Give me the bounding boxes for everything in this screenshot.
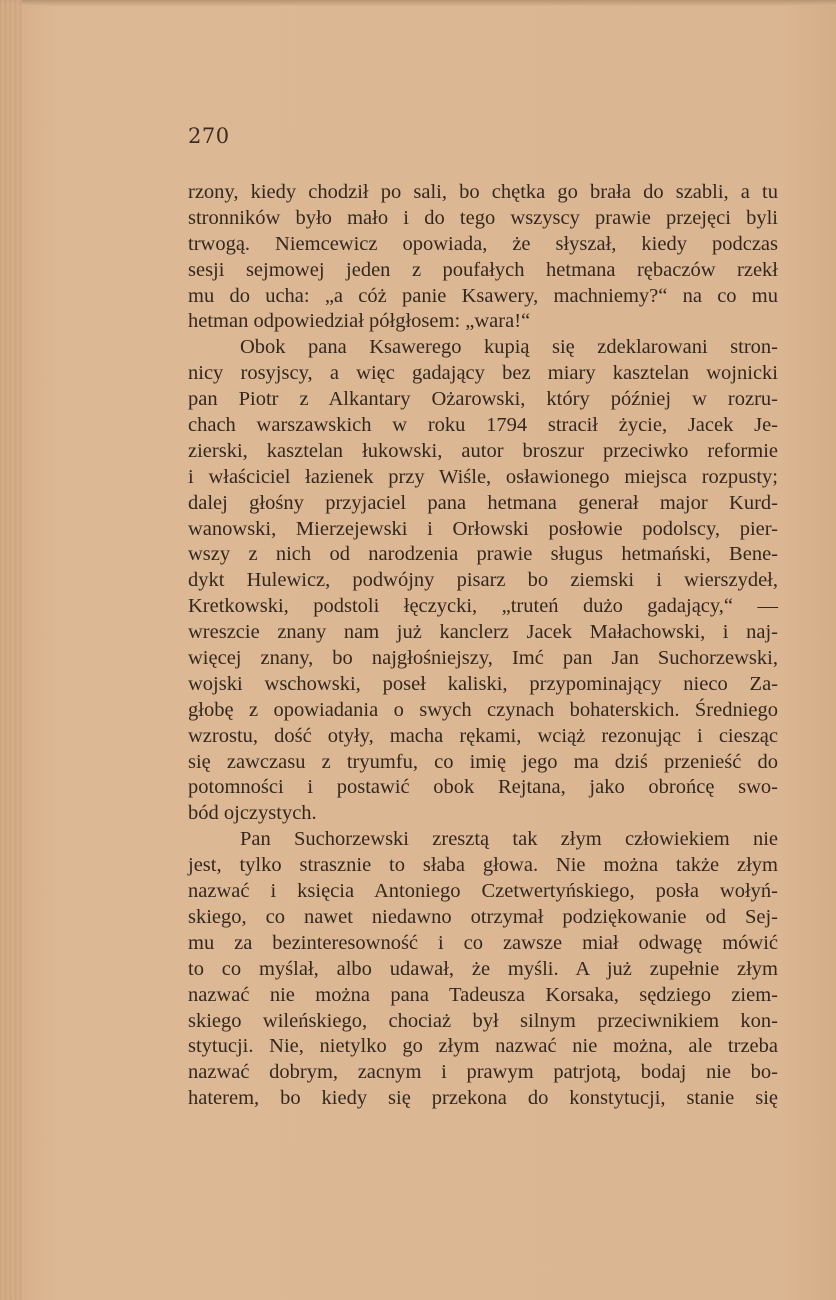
text-line: rzony, kiedy chodził po sali, bo chętka go brała do szabli, a tu (188, 181, 778, 203)
text-line: nazwać dobrym, zacnym i prawym patrjotą, bodaj nie bo- (188, 1061, 778, 1084)
text-line: nazwać i księcia Antoniego Czetwertyńskiego, posła wołyń- (188, 880, 778, 903)
page-binding-edge (0, 0, 22, 1300)
text-line: wzrostu, dość otyły, macha rękami, wciąż rezonując i ciesząc (188, 724, 778, 747)
text-line: haterem, bo kiedy się przekona do konstytucji, stanie się (188, 1087, 778, 1110)
text-line: jest, tylko strasznie to słaba głowa. Nie można także złym (188, 854, 778, 877)
body-text (188, 180, 778, 1112)
text-line: skiego, co nawet niedawno otrzymał podziękowanie od Sej- (188, 905, 778, 928)
text-line: wanowski, Mierzejewski i Orłowski posłowie podolscy, pier- (188, 517, 778, 540)
text-line: dykt Hulewicz, podwójny pisarz bo ziemski i wierszydeł, (188, 569, 778, 592)
text-line: mu do ucha: „a cóż panie Ksawery, machniemy?“ na co mu (188, 284, 778, 307)
text-line: mu za bezinteresowność i co zawsze miał odwagę mówić (188, 931, 778, 954)
text-line: bód ojczystych. (188, 802, 317, 825)
text-line: hetman odpowiedział półgłosem: „wara!“ (188, 310, 531, 333)
text-line: wojski wschowski, poseł kaliski, przypominający nieco Za- (188, 672, 778, 695)
text-line: pan Piotr z Alkantary Ożarowski, który później w rozru- (188, 388, 778, 411)
text-line: się zawczasu z tryumfu, co imię jego ma dziś przenieść do (188, 750, 778, 773)
text-line: i właściciel łazienek przy Wiśle, osławionego miejsca rozpusty; (188, 465, 778, 488)
text-line: wszy z nich od narodzenia prawie sługus hetmański, Bene- (188, 543, 778, 566)
text-line: wreszcie znany nam już kanclerz Jacek Małachowski, i naj- (188, 621, 778, 644)
text-line: to co myślał, albo udawał, że myśli. A już zupełnie złym (188, 957, 778, 980)
text-line: Kretkowski, podstoli łęczycki, „truteń dużo gadający,“ — (188, 595, 778, 618)
text-line: stytucji. Nie, nietylko go złym nazwać nie można, ale trzeba (188, 1035, 778, 1058)
text-line: potomności i postawić obok Rejtana, jako obrońcę swo- (188, 776, 778, 799)
text-line: skiego wileńskiego, chociaż był silnym przeciwnikiem kon- (188, 1009, 778, 1032)
text-line: stronników było mało i do tego wszyscy prawie przejęci byli (188, 206, 778, 229)
text-line: trwogą. Niemcewicz opowiada, że słyszał, kiedy podczas (188, 232, 778, 255)
text-line: Pan Suchorzewski zresztą tak złym człowiekiem nie (240, 828, 778, 851)
text-line: więcej znany, bo najgłośniejszy, Imć pan Jan Suchorzewski, (188, 647, 778, 670)
text-line: sesji sejmowej jeden z poufałych hetmana rębaczów rzekł (188, 258, 778, 281)
text-line: dalej głośny przyjaciel pana hetmana generał major Kurd- (188, 491, 778, 514)
text-line: Obok pana Ksawerego kupią się zdeklarowani stron- (240, 336, 778, 359)
text-line: chach warszawskich w roku 1794 stracił życie, Jacek Je- (188, 414, 778, 437)
page-number: 270 (188, 124, 230, 148)
text-line: nazwać nie można pana Tadeusza Korsaka, sędziego ziem- (188, 983, 778, 1006)
page-top-edge (0, 0, 836, 6)
text-line: nicy rosyjscy, a więc gadający bez miary kasztelan wojnicki (188, 362, 778, 385)
text-line: zierski, kasztelan łukowski, autor broszur przeciwko reformie (188, 439, 778, 462)
text-line: głobę z opowiadania o swych czynach bohaterskich. Średniego (188, 698, 778, 721)
